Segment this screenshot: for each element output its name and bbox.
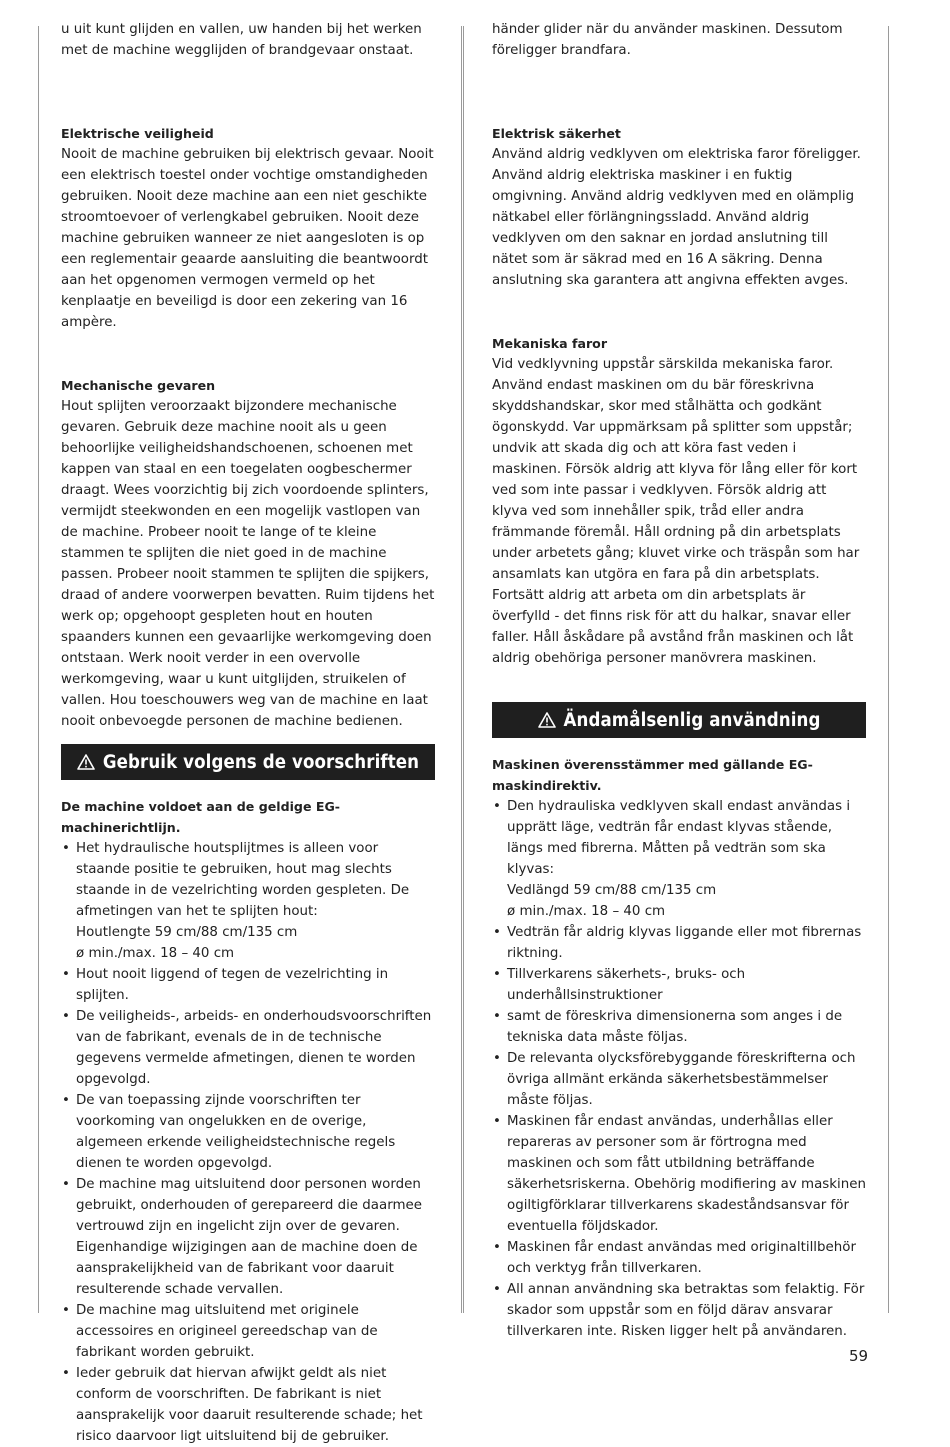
center-rule-left — [461, 26, 462, 1313]
list-item: • Maskinen får endast användas, underhållas eller repareras av personer som är förtrogna med maskinen och som fått utbildning beträffande säkerhetsriskerna. Obehörig modifiering av maskinen ogiltigförklarar tillverkarens skadeståndsansvar för eventuella följdskador. — [492, 1111, 866, 1237]
left-electrical-heading: Elektrische veiligheid — [61, 126, 214, 141]
left-mechanical-heading: Mechanische gevaren — [61, 378, 216, 393]
list-item: • De machine mag uitsluitend door personen worden gebruikt, onderhouden of gerepareerd die daarmee vertrouwd zijn en ingelicht zijn over de gevaren. Eigenhandige wijzigingen aan de machine doen de aansprakelijkheid van de fabrikant voor daaruit resulterende schade vervallen. — [61, 1174, 435, 1300]
list-item: • Vedträn får aldrig klyvas liggande eller mot fibrernas riktning. — [492, 922, 866, 964]
list-item: • De relevanta olycksförebyggande föreskrifterna och övriga allmänt erkända säkerhetsbestämmelser måste följas. — [492, 1048, 866, 1111]
left-margin-rule — [38, 26, 39, 1313]
left-subheading: De machine voldoet aan de geldige EG-machinerichtlijn. — [61, 799, 341, 835]
list-item: • Ieder gebruik dat hiervan afwijkt geldt als niet conform de voorschriften. De fabrikant is niet aansprakelijk voor daaruit resulterende schade; het risico daarvoor ligt uitsluitend bij de gebruiker. — [61, 1363, 435, 1447]
list-item: • De van toepassing zijnde voorschriften ter voorkoming van ongelukken en de overige, algemeen erkende veiligheidstechnische regels dienen te worden opgevolgd. — [61, 1090, 435, 1174]
left-intro-text: u uit kunt glijden en vallen, uw handen bij het werken met de machine wegglijden of brandgevaar onstaat. — [61, 22, 422, 58]
right-intro-text: händer glider när du använder maskinen. Dessutom föreligger brandfara. — [492, 22, 843, 58]
list-item: • Tillverkarens säkerhets-, bruks- och underhållsinstruktioner — [492, 964, 866, 1006]
list-item-text: • Den hydrauliska vedklyven skall endast användas i upprätt läge, vedträn får endast klyvas stående, längs med fibrerna. Måtten på vedträn som ska klyvas: — [507, 799, 851, 877]
page-number: 59 — [849, 1347, 869, 1365]
left-mechanical-body: Hout splijten veroorzaakt bijzondere mechanische gevaren. Gebruik deze machine nooit als u geen behoorlijke veiligheidshandschoenen, schoenen met kappen van staal en een toegelaten oogbeschermer draagt. Wees voorzichtig bij zich voordoende splinters, vermijdt steekwonden en een mogelijk vastlopen van de machine. Probeer nooit te lange of te kleine stammen te splijten die niet goed in de machine passen. Probeer nooit stammen te splijten die spijkers, draad of andere voorwerpen bevatten. Ruim tijdens het werk op; opgehoopt gespleten hout en houten spaanders kunnen een gevaarlijke werkomgeving doen ontstaan. Werk nooit verder in een overvolle werkomgeving, waar u kunt uitglijden, struikelen of vallen. Hou toeschouwers weg van de machine en laat nooit onbevoegde personen de machine bedienen. — [61, 399, 435, 729]
left-electrical-body: Nooit de machine gebruiken bij elektrisch gevaar. Nooit een elektrisch toestel onder vochtige omstandigheden gebruiken. Nooit deze machine aan een niet geschikte stroomtoevoer of verlengkabel gebruiken. Nooit deze machine gebruiken wanneer ze niet aangesloten is op een reglementair geaarde aansluiting die beantwoordt aan het opgenomen vermogen vermeld op het kenplaatje en beveiligd is door een zekering van 16 ampère. — [61, 147, 434, 330]
left-column — [61, 19, 435, 1447]
right-section-banner — [492, 702, 866, 738]
list-item: • De veiligheids-, arbeids- en onderhoudsvoorschriften van de fabrikant, evenals de in de technische gegevens vermelde afmetingen, dienen te worden opgevolgd. — [61, 1006, 435, 1090]
list-item-detail: ø min./max. 18 – 40 cm — [507, 904, 666, 919]
list-item: • De machine mag uitsluitend met originele accessoires en origineel gereedschap van de fabrikant worden gebruikt. — [61, 1300, 435, 1363]
warning-triangle-icon — [538, 712, 556, 728]
list-item-detail: Houtlengte 59 cm/88 cm/135 cm — [76, 925, 298, 940]
list-item-detail: ø min./max. 18 – 40 cm — [76, 946, 235, 961]
list-item-detail: Vedlängd 59 cm/88 cm/135 cm — [507, 883, 717, 898]
list-item: • Maskinen får endast användas med originaltillbehör och verktyg från tillverkaren. — [492, 1237, 866, 1279]
warning-triangle-icon — [77, 754, 95, 770]
left-bullet-list — [61, 838, 435, 1447]
left-banner-title: Gebruik volgens de voorschriften — [102, 751, 420, 773]
center-rule-right — [463, 26, 464, 1313]
right-banner-title: Ändamålsenlig användning — [563, 709, 821, 731]
right-mechanical-body: Vid vedklyvning uppstår särskilda mekaniska faror. Använd endast maskinen om du bär föreskrivna skyddshandskar, skor med stålhätta och godkänt ögonskydd. Var uppmärksam på splitter som uppstår; undvik att skada dig och att köra fast veden i maskinen. Försök aldrig att klyva för lång eller för kort ved som inte passar i vedklyven. Försök aldrig att klyva ved som innehåller spik, tråd eller andra främmande föremål. Håll ordning på din arbetsplats under arbetets gång; kluvet virke och träspån som har ansamlats kan utgöra en fara på din arbetsplats. Fortsätt aldrig att arbeta om din arbetsplats är överfylld - det finns risk för att du halkar, snavar eller faller. Håll åskådare på avstånd från maskinen och låt aldrig obehöriga personer manövrera maskinen. — [492, 357, 860, 666]
right-subheading: Maskinen överensstämmer med gällande EG-maskindirektiv. — [492, 757, 813, 793]
list-item: • Hout nooit liggend of tegen de vezelrichting in splijten. — [61, 964, 435, 1006]
list-item: • All annan användning ska betraktas som felaktig. För skador som uppstår som en följd därav ansvarar tillverkaren inte. Risken ligger helt på användaren. — [492, 1279, 866, 1342]
list-item: • samt de föreskriva dimensionerna som anges i de tekniska data måste följas. — [492, 1006, 866, 1048]
list-item — [492, 796, 866, 922]
right-electrical-body: Använd aldrig vedklyven om elektriska faror föreligger. Använd aldrig elektriska maskiner i en fuktig omgivning. Använd aldrig vedklyven med en olämplig nätkabel eller förlängningssladd. Använd aldrig vedklyven om den saknar en jordad anslutning till nätet som är säkrad med en 16 A säkring. Denna anslutning ska garantera att angivna effekten avges. — [492, 147, 861, 288]
left-section-banner — [61, 744, 435, 780]
list-item — [61, 838, 435, 964]
right-column — [492, 19, 866, 1342]
right-electrical-heading: Elektrisk säkerhet — [492, 126, 621, 141]
right-margin-rule — [888, 26, 889, 1313]
right-bullet-list — [492, 796, 866, 1342]
right-mechanical-heading: Mekaniska faror — [492, 336, 608, 351]
list-item-text: • Het hydraulische houtsplijtmes is alleen voor staande positie te gebruiken, hout mag slechts staande in de vezelrichting worden gespleten. De afmetingen van het te splijten hout: — [76, 841, 410, 919]
